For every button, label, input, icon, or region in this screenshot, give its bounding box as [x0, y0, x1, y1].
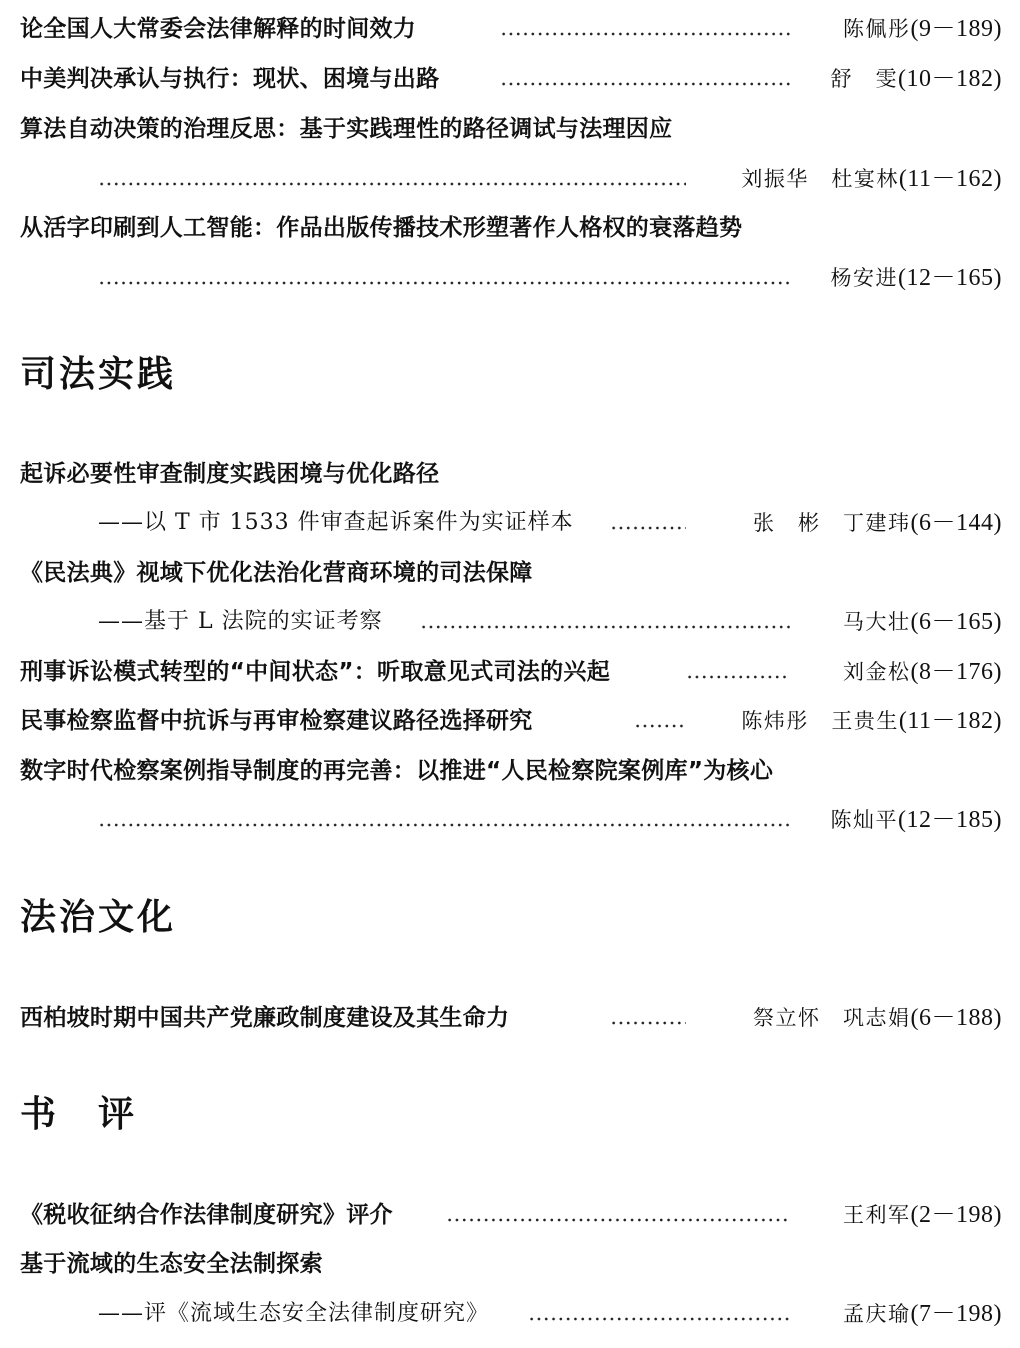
dot-leader [500, 14, 790, 44]
article-title: 民事检察监督中抗诉与再审检察建议路径选择研究 [20, 708, 533, 734]
toc-entry [0, 207, 1020, 247]
article-title: 起诉必要性审查制度实践困境与优化路径 [20, 461, 440, 487]
dot-leader [420, 607, 790, 637]
article-author: 刘振华 杜宴林(11－162) [741, 166, 1002, 192]
toc-entry [0, 750, 1020, 790]
article-author: 祭立怀 巩志娟(6－188) [753, 1005, 1002, 1031]
toc-entry [0, 58, 1020, 98]
toc-entry-continuation [0, 799, 1020, 839]
article-title: 《民法典》视域下优化法治化营商环境的司法保障 [20, 560, 533, 586]
toc-entry-continuation [0, 502, 1020, 542]
dot-leader [98, 805, 792, 835]
article-author: 张 彬 丁建玮(6－144) [753, 510, 1002, 536]
toc-entry [0, 1194, 1020, 1234]
dot-leader [500, 64, 790, 94]
toc-entry [0, 1243, 1020, 1283]
article-title: 从活字印刷到人工智能：作品出版传播技术形塑著作人格权的衰落趋势 [20, 215, 743, 241]
section-heading: 司法实践 [20, 353, 177, 395]
toc-entry [0, 651, 1020, 691]
article-title: 《税收征纳合作法律制度研究》评介 [20, 1202, 393, 1228]
article-author: 陈炜彤 王贵生(11－182) [741, 708, 1002, 734]
dot-leader [98, 164, 686, 194]
article-author: 杨安进(12－165) [830, 265, 1002, 291]
toc-entry-continuation [0, 601, 1020, 641]
article-subtitle: ——以 T 市 1533 件审查起诉案件为实证样本 [98, 510, 574, 535]
dot-leader [528, 1299, 790, 1329]
section-heading: 法治文化 [20, 896, 177, 938]
article-title: 刑事诉讼模式转型的“中间状态”：听取意见式司法的兴起 [20, 659, 611, 685]
toc-entry [0, 453, 1020, 493]
toc-entry-continuation [0, 1293, 1020, 1333]
toc-entry [0, 997, 1020, 1037]
article-author: 陈佩彤(9－189) [843, 16, 1002, 42]
article-title: 中美判决承认与执行：现状、困境与出路 [20, 66, 440, 92]
article-author: 王利军(2－198) [843, 1202, 1002, 1228]
dot-leader [98, 263, 792, 293]
dot-leader [610, 508, 686, 538]
toc-entry [0, 108, 1020, 148]
article-subtitle: ——基于 L 法院的实证考察 [98, 609, 383, 634]
article-author: 刘金松(8－176) [843, 659, 1002, 685]
dot-leader [446, 1200, 790, 1230]
article-author: 陈灿平(12－185) [830, 807, 1002, 833]
toc-entry [0, 700, 1020, 740]
toc-entry-continuation [0, 257, 1020, 297]
article-title: 基于流域的生态安全法制探索 [20, 1251, 323, 1277]
article-author: 舒 雯(10－182) [830, 66, 1002, 92]
article-title: 西柏坡时期中国共产党廉政制度建设及其生命力 [20, 1005, 510, 1031]
article-author: 马大壮(6－165) [843, 609, 1002, 635]
section-heading: 书 评 [20, 1093, 138, 1135]
dot-leader [634, 706, 686, 736]
toc-entry-continuation [0, 158, 1020, 198]
article-subtitle: ——评《流域生态安全法律制度研究》 [98, 1301, 490, 1326]
dot-leader [686, 657, 790, 687]
article-title: 数字时代检察案例指导制度的再完善：以推进“人民检察院案例库”为核心 [20, 758, 774, 784]
toc-entry [0, 552, 1020, 592]
article-author: 孟庆瑜(7－198) [843, 1301, 1002, 1327]
dot-leader [610, 1003, 686, 1033]
article-title: 算法自动决策的治理反思：基于实践理性的路径调试与法理因应 [20, 116, 673, 142]
toc-entry [0, 8, 1020, 48]
article-title: 论全国人大常委会法律解释的时间效力 [20, 16, 417, 42]
